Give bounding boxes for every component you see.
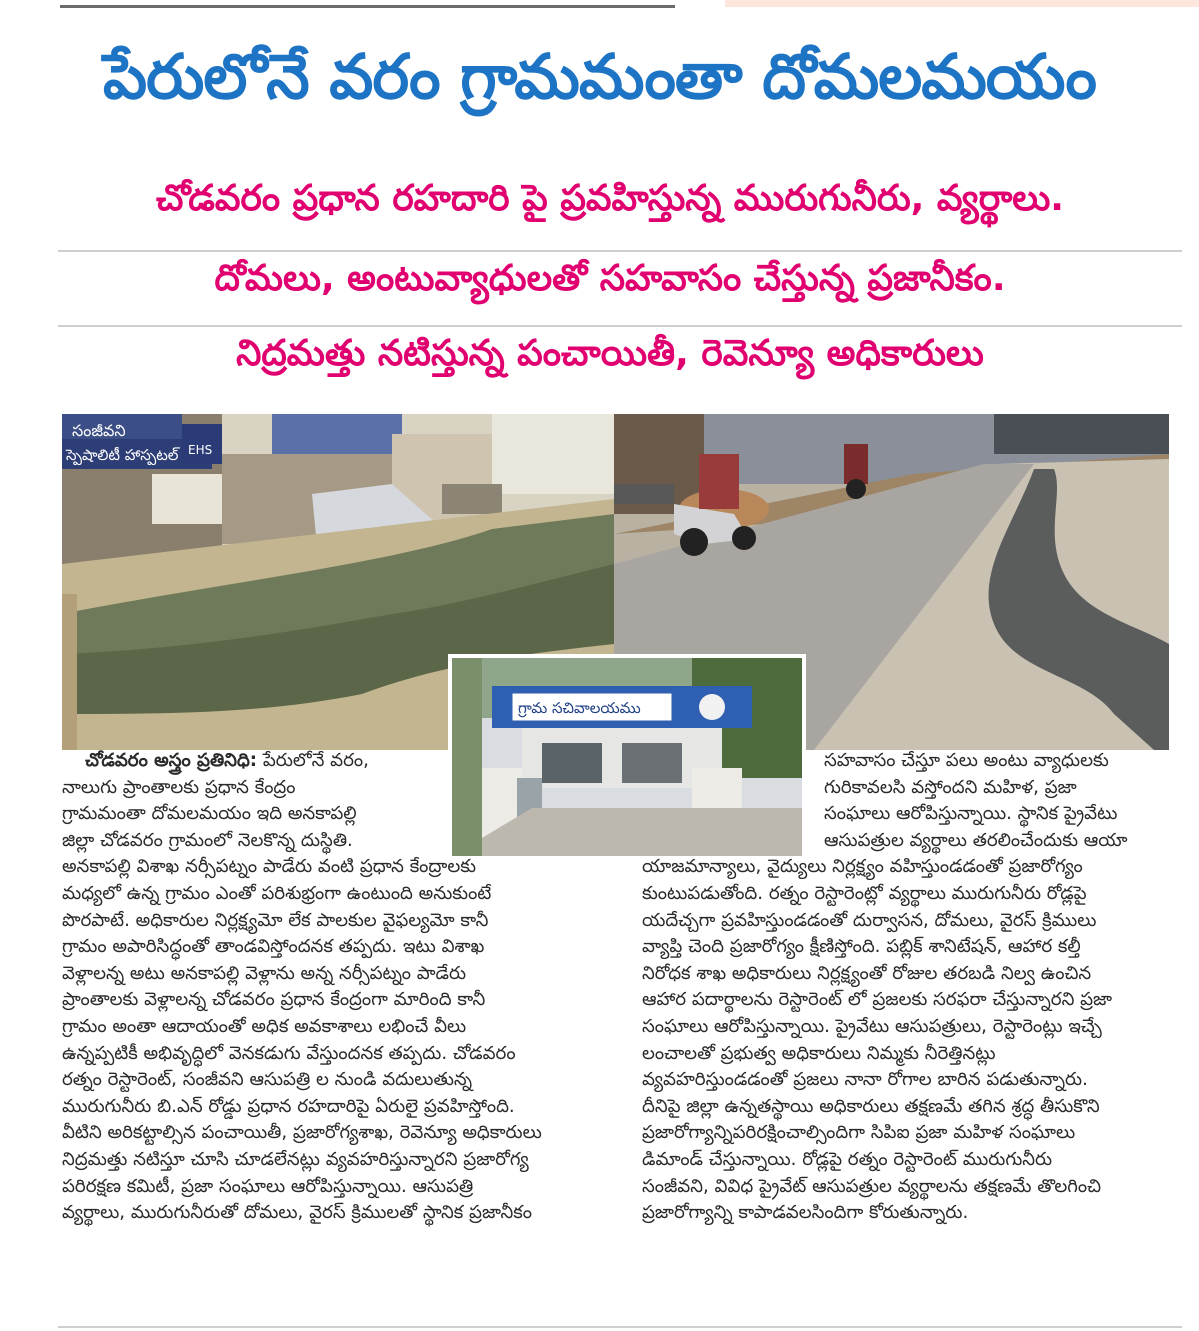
article-line: గ్రామం అపారిసిద్ధంతో తాండవిస్తోందనక తప్పదు. ఇటు విశాఖ — [62, 936, 485, 958]
article-line: వెళ్లాలన్న అటు అనకాపల్లి వెళ్లాను అన్న నర్సీపట్నం పాడేరు — [62, 962, 467, 984]
article-line: వ్యవహరిస్తుండడంతో ప్రజలు నానా రోగాల బారిన పడుతున్నారు. — [642, 1069, 1088, 1091]
sachivalayam-sign-text: గ్రామ సచివాలయము — [518, 699, 641, 717]
article-column-right — [642, 748, 1187, 1227]
shop-sign-text: స్పెషాలిటీ హాస్పటల్ — [66, 446, 179, 464]
article-line: పేరులోనే వరం, — [262, 750, 369, 771]
article-line: రత్నం రెస్టారెంట్, సంజీవని ఆసుపత్రి ల నుండి వదులుతున్న — [62, 1069, 473, 1091]
headline: పేరులోనే వరం గ్రామమంతా దోమలమయం — [103, 40, 1096, 113]
article-line: ప్రజారోగ్యాన్నిపరిరక్షించాల్సిందిగా సిపిఐ ప్రజా మహిళ సంఘాలు — [642, 1122, 1076, 1144]
article-line: ప్రజారోగ్యాన్ని కాపాడవలసిందిగా కోరుతున్నారు. — [642, 1202, 969, 1224]
article-line: పొరపాటే. అధికారుల నిర్లక్ష్యమో లేక పాలకుల వైఫల్యమో కానీ — [62, 909, 489, 931]
article-line: ప్రాంతాలకు వెళ్లాలన్న చోడవరం ప్రధాన కేంద్రంగా మారింది కానీ — [62, 989, 486, 1011]
article-line: ఆహార పదార్థాలను రెస్టారెంట్ లో ప్రజలకు సరఫరా చేస్తున్నారని ప్రజా — [642, 989, 1113, 1011]
article-line: వీటిని అరికట్టాల్సిన పంచాయితీ, ప్రజారోగ్యశాఖ, రెవెన్యూ అధికారులు — [62, 1122, 542, 1144]
article-line: నిద్రమత్తు నటిస్తూ చూసి చూడలేనట్లు వ్యవహరిస్తున్నారని ప్రజారోగ్య — [62, 1148, 529, 1170]
article-line: వ్యాప్తి చెంది ప్రజారోగ్యం క్షీణిస్తోంది. పబ్లిక్ శానిటేషన్, ఆహార కల్తీ — [642, 936, 1081, 958]
article-line: దీనిపై జిల్లా ఉన్నతస్థాయి అధికారులు తక్షణమే తగిన శ్రద్ధ తీసుకొని — [642, 1095, 1100, 1117]
top-band-right — [725, 0, 1199, 7]
article-line: సంఘాలు ఆరోపిస్తున్నాయి. ప్రైవేటు ఆసుపత్రులు, రెస్టారెంట్లు ఇచ్చే — [642, 1015, 1102, 1037]
article-line: గురికావలసి వస్తోందని మహిళ, ప్రజా — [824, 776, 1077, 798]
article-line: యాజమాన్యాలు, వైద్యులు నిర్లక్ష్యం వహిస్తుండడంతో ప్రజారోగ్యం — [642, 856, 1083, 878]
article-line: మురుగునీరు బి.ఎన్ రోడ్డు ప్రధాన రహదారిపై ఏరులై ప్రవహిస్తోంది. — [62, 1095, 515, 1117]
subhead-1: చోడవరం ప్రధాన రహదారి పై ప్రవహిస్తున్న మురుగునీరు, వ్యర్థాలు. — [156, 178, 1064, 219]
top-rule-left — [60, 0, 675, 8]
article-line: పరిరక్షణ కమిటీ, ప్రజా సంఘాలు ఆరోపిస్తున్నాయి. ఆసుపత్రి — [62, 1175, 474, 1197]
divider — [58, 250, 1182, 252]
article-line: సంజీవని, వివిధ ప్రైవేట్ ఆసుపత్రుల వ్యర్థాలను తక్షణమే తొలగించి — [642, 1175, 1101, 1197]
article-column-left — [62, 748, 622, 1227]
divider — [58, 325, 1182, 327]
article-line: వ్యర్థాలు, మురుగునీరుతో దోమలు, వైరస్ క్రిములతో స్థానిక ప్రజానీకం — [62, 1202, 532, 1224]
article-line: మధ్యలో ఉన్న గ్రామం ఎంతో పరిశుభ్రంగా ఉంటుంది అనుకుంటే — [62, 882, 492, 904]
article-line: యదేచ్చగా ప్రవహిస్తుండడంతో దుర్వాసన, దోమలు, వైరస్ క్రిములు — [642, 909, 1097, 931]
article-line: జిల్లా చోడవరం గ్రామంలో నెలకొన్న దుస్థితి. — [62, 829, 353, 851]
article-line: సహవాసం చేస్తూ పలు అంటు వ్యాధులకు — [824, 750, 1109, 771]
article-line: సంఘాలు ఆరోపిస్తున్నాయి. స్థానిక ప్రైవేటు — [824, 803, 1118, 825]
article-line: కుంటుపడుతోంది. రత్నం రెస్టారెంట్లో వ్యర్థాలు మురుగునీరు రోడ్లపై — [642, 882, 1087, 904]
article-line: లంచాలతో ప్రభుత్వ అధికారులు నిమ్మకు నీరెత్తినట్లు — [642, 1042, 996, 1064]
article-line: ఆసుపత్రుల వ్యర్థాలు తరలించేందుకు ఆయా — [824, 829, 1128, 851]
byline: చోడవరం అస్త్రం ప్రతినిధి: — [85, 750, 258, 771]
shop-sign-text: EHS — [188, 443, 213, 457]
subhead-3: నిద్రమత్తు నటిస్తున్న పంచాయితీ, రెవెన్యూ అధికారులు — [236, 333, 984, 374]
article-line: ఉన్నప్పటికీ అభివృద్ధిలో వెనకడుగు వేస్తుందనక తప్పదు. చోడవరం — [62, 1042, 516, 1064]
article-line: అనకాపల్లి విశాఖ నర్సీపట్నం పాడేరు వంటి ప్రధాన కేంద్రాలకు — [62, 856, 477, 878]
bottom-divider — [58, 1326, 1182, 1328]
article-line: డిమాండ్ చేస్తున్నాయి. రోడ్లపై రత్నం రెస్టారెంట్ మురుగునీరు — [642, 1148, 1053, 1170]
article-line: గ్రామమంతా దోమలమయం ఇది అనకాపల్లి — [62, 803, 357, 825]
article-line: నాలుగు ప్రాంతాలకు ప్రధాన కేంద్రం — [62, 776, 296, 798]
article-line: గ్రామం అంతా ఆదాయంతో అధిక అవకాశాలు లభించే వీలు — [62, 1015, 467, 1037]
subhead-2: దోమలు, అంటువ్యాధులతో సహవాసం చేస్తున్న ప్రజానీకం. — [214, 258, 1006, 299]
article-line: నిరోధక శాఖ అధికారులు నిర్లక్ష్యంతో రోజుల తరబడి నిల్వ ఉంచిన — [642, 962, 1092, 984]
shop-sign-text: సంజీవని — [72, 421, 126, 440]
